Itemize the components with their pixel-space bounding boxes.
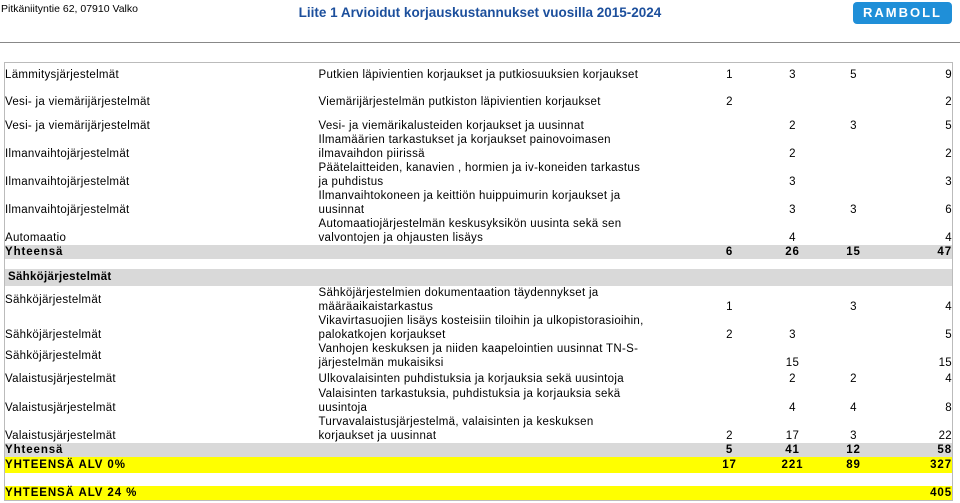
value-cell: 89 <box>827 457 881 473</box>
value-cell: 2 <box>726 328 733 341</box>
total-cell: 5 <box>881 109 953 133</box>
system-cell: Valaistusjärjestelmät <box>5 415 319 443</box>
description-line: Ilmanvaihtokoneen ja keittiön huippuimurin korjaukset ja <box>318 189 621 202</box>
grand-total-row <box>5 457 953 473</box>
value-cell <box>701 161 759 189</box>
value-cell: 2 <box>789 119 796 132</box>
description-line: Putkien läpivientien korjaukset ja putkiosuuksien korjaukset <box>318 68 639 81</box>
system-cell: Vesi- ja viemärijärjestelmät <box>5 109 319 133</box>
value-cell <box>759 486 827 501</box>
description-line: korjaukset ja uusinnat <box>318 429 437 442</box>
table-row <box>5 386 953 415</box>
spacer-cell <box>5 473 953 486</box>
description-cell <box>319 443 701 457</box>
value-cell: 2 <box>726 429 733 442</box>
value-cell: 5 <box>850 68 857 81</box>
description-line: palokatkojen korjaukset <box>318 328 446 341</box>
total-cell: 22 <box>881 415 953 443</box>
subtotal-row <box>5 443 953 457</box>
description-line: Valaisinten tarkastuksia, puhdistuksia ja korjauksia sekä <box>318 387 621 400</box>
description-line: ilmavaihdon piirissä <box>318 147 425 160</box>
total-cell: 47 <box>881 245 953 259</box>
section-title: Sähköjärjestelmät <box>5 269 953 286</box>
value-cell: 3 <box>789 175 796 188</box>
value-cell: 3 <box>850 300 857 313</box>
description-cell <box>319 189 701 217</box>
description-cell <box>319 109 701 133</box>
description-cell <box>319 386 701 415</box>
value-cell <box>827 314 881 342</box>
system-cell: Ilmanvaihtojärjestelmät <box>5 133 319 161</box>
total-cell: 4 <box>881 286 953 314</box>
description-line: uusinnat <box>318 203 365 216</box>
value-cell: 41 <box>759 443 827 457</box>
value-cell <box>827 342 881 370</box>
table-row <box>5 87 953 109</box>
system-cell: Valaistusjärjestelmät <box>5 370 319 386</box>
table-row <box>5 370 953 386</box>
total-cell: 58 <box>881 443 953 457</box>
description-cell <box>319 217 701 245</box>
table-row <box>5 286 953 314</box>
description-cell <box>319 87 701 109</box>
description-line: Päätelaitteiden, kanavien , hormien ja iv-koneiden tarkastus <box>318 161 641 174</box>
value-cell: 3 <box>789 328 796 341</box>
system-cell: Automaatio <box>5 217 319 245</box>
total-cell: 4 <box>881 370 953 386</box>
document-title: Liite 1 Arvioidut korjauskustannukset vuosilla 2015-2024 <box>298 5 662 20</box>
total-cell: 2 <box>881 133 953 161</box>
system-cell: Sähköjärjestelmät <box>5 342 319 370</box>
value-cell <box>827 133 881 161</box>
description-cell <box>319 245 701 259</box>
value-cell: 5 <box>701 443 759 457</box>
subtotal-label: Yhteensä <box>5 443 319 457</box>
description-line: Vikavirtasuojien lisäys kosteisiin tiloihin ja ulkopistorasioihin, <box>318 314 644 327</box>
subtotal-row <box>5 245 953 259</box>
vat-total-row <box>5 486 953 501</box>
description-line: Ulkovalaisinten puhdistuksia ja korjauksia sekä uusintoja <box>318 372 624 385</box>
value-cell: 2 <box>789 372 796 385</box>
total-cell: 2 <box>881 87 953 109</box>
table-row <box>5 189 953 217</box>
value-cell: 4 <box>850 401 857 414</box>
table-row <box>5 217 953 245</box>
table-row <box>5 109 953 133</box>
total-cell: 3 <box>881 161 953 189</box>
description-line: Turvavalaistusjärjestelmä, valaisinten ja keskuksen <box>318 415 594 428</box>
value-cell <box>701 217 759 245</box>
value-cell: 1 <box>726 300 733 313</box>
value-cell <box>827 486 881 501</box>
value-cell <box>701 133 759 161</box>
value-cell <box>701 486 759 501</box>
value-cell <box>701 109 759 133</box>
spacer-cell <box>5 259 953 269</box>
description-cell <box>319 415 701 443</box>
spacer-row <box>5 259 953 269</box>
total-cell: 9 <box>881 63 953 87</box>
system-cell: Lämmitysjärjestelmät <box>5 63 319 87</box>
total-cell: 4 <box>881 217 953 245</box>
table-row <box>5 342 953 370</box>
table-row <box>5 415 953 443</box>
description-line: Vesi- ja viemärikalusteiden korjaukset ja uusinnat <box>318 119 585 132</box>
total-cell: 6 <box>881 189 953 217</box>
description-line: määräaikaistarkastus <box>318 300 434 313</box>
total-cell: 8 <box>881 386 953 415</box>
total-cell: 5 <box>881 314 953 342</box>
value-cell <box>827 217 881 245</box>
value-cell: 1 <box>726 68 733 81</box>
value-cell: 2 <box>726 95 733 108</box>
grand-total-label: YHTEENSÄ ALV 0% <box>5 457 319 473</box>
table-row <box>5 63 953 87</box>
system-cell: Vesi- ja viemärijärjestelmät <box>5 87 319 109</box>
system-cell: Ilmanvaihtojärjestelmät <box>5 161 319 189</box>
value-cell: 4 <box>789 401 796 414</box>
description-line: ja puhdistus <box>318 175 384 188</box>
value-cell: 3 <box>850 429 857 442</box>
section-header-row <box>5 269 953 286</box>
vat-total-label: YHTEENSÄ ALV 24 % <box>5 486 319 501</box>
total-cell: 327 <box>881 457 953 473</box>
value-cell: 3 <box>850 119 857 132</box>
description-cell <box>319 457 701 473</box>
value-cell <box>701 386 759 415</box>
value-cell: 15 <box>827 245 881 259</box>
description-cell <box>319 63 701 87</box>
value-cell: 12 <box>827 443 881 457</box>
value-cell <box>701 370 759 386</box>
value-cell: 3 <box>789 68 796 81</box>
value-cell <box>701 189 759 217</box>
table-row <box>5 161 953 189</box>
table-row <box>5 133 953 161</box>
value-cell: 17 <box>701 457 759 473</box>
description-line: Vanhojen keskuksen ja niiden kaapelointien uusinnat TN-S- <box>318 342 639 355</box>
system-cell: Valaistusjärjestelmät <box>5 386 319 415</box>
value-cell <box>827 87 881 109</box>
description-cell <box>319 286 701 314</box>
description-cell <box>319 133 701 161</box>
total-cell: 15 <box>881 342 953 370</box>
description-line: uusintoja <box>318 401 368 414</box>
description-line: Viemärijärjestelmän putkiston läpivientien korjaukset <box>318 95 601 108</box>
value-cell: 4 <box>789 231 796 244</box>
value-cell: 3 <box>850 203 857 216</box>
value-cell <box>827 161 881 189</box>
system-cell: Ilmanvaihtojärjestelmät <box>5 189 319 217</box>
value-cell: 221 <box>759 457 827 473</box>
system-cell: Sähköjärjestelmät <box>5 314 319 342</box>
table-row <box>5 314 953 342</box>
total-cell: 405 <box>881 486 953 501</box>
header-divider <box>0 42 960 43</box>
description-line: järjestelmän mukaisiksi <box>318 356 444 369</box>
value-cell: 17 <box>785 429 800 442</box>
value-cell <box>759 286 827 314</box>
spacer-row <box>5 473 953 486</box>
value-cell: 2 <box>850 372 857 385</box>
system-cell: Sähköjärjestelmät <box>5 286 319 314</box>
value-cell <box>759 87 827 109</box>
subtotal-label: Yhteensä <box>5 245 319 259</box>
description-cell <box>319 370 701 386</box>
value-cell: 3 <box>789 203 796 216</box>
cost-table <box>4 62 953 501</box>
description-cell <box>319 161 701 189</box>
property-address: Pitkäniityntie 62, 07910 Valko <box>1 3 138 15</box>
value-cell: 15 <box>785 356 800 369</box>
value-cell: 2 <box>789 147 796 160</box>
value-cell: 6 <box>701 245 759 259</box>
description-line: Ilmamäärien tarkastukset ja korjaukset painovoimasen <box>318 133 611 146</box>
description-line: valvontojen ja ohjausten lisäys <box>318 231 484 244</box>
description-cell <box>319 486 701 501</box>
description-cell <box>319 314 701 342</box>
ramboll-logo: RAMBOLL <box>853 2 952 24</box>
description-cell <box>319 342 701 370</box>
description-line: Automaatiojärjestelmän keskusyksikön uusinta sekä sen <box>318 217 622 230</box>
value-cell <box>701 342 759 370</box>
description-line: Sähköjärjestelmien dokumentaation täydennykset ja <box>318 286 599 299</box>
value-cell: 26 <box>759 245 827 259</box>
